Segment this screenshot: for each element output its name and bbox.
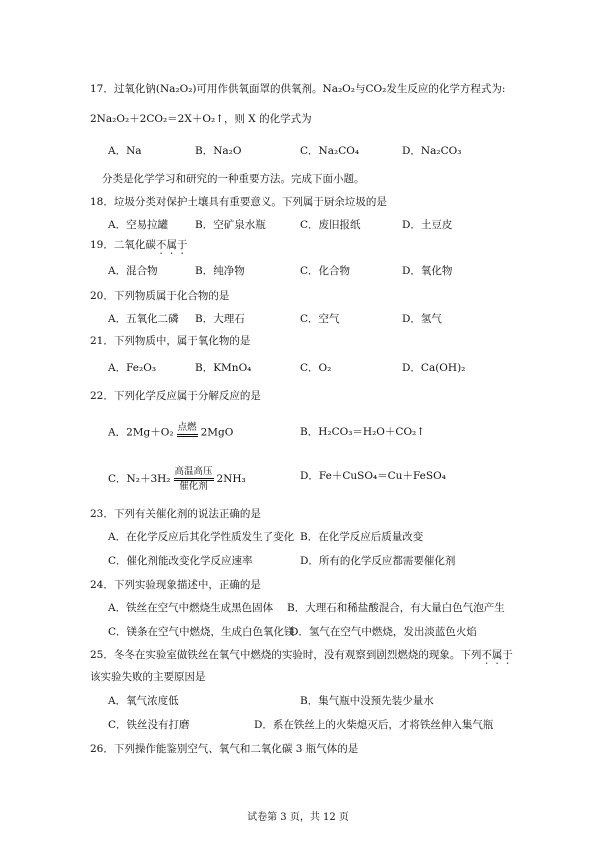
- q22-a-condition: [177, 422, 198, 443]
- q22-option-c-label: C．: [108, 473, 127, 485]
- q22-a-reactants: 2Mg＋O₂: [126, 426, 174, 439]
- q24-stem: 24．下列实验现象描述中，正确的是: [90, 579, 261, 591]
- q19-option-a: A．混合物: [108, 265, 158, 277]
- q23-stem: 23．下列有关催化剂的说法正确的是: [90, 508, 261, 520]
- q19-stem: [90, 238, 187, 257]
- q23-option-d: D．所有的化学反应都需要催化剂: [300, 555, 456, 567]
- q22-c-condition-bottom: 催化剂: [179, 481, 208, 492]
- q22-c-equals-bar: [174, 478, 214, 479]
- q22-option-d: D．Fe＋CuSO₄＝Cu＋FeSO₄: [300, 470, 446, 482]
- q21-option-a: A．Fe₂O₃: [108, 362, 157, 374]
- q17-stem-line1: 17．过氧化钠(Na₂O₂)可用作供氧面罩的供氧剂。Na₂O₂与CO₂发生反应的化学方程式为:: [90, 83, 506, 95]
- q17-option-a: A．Na: [108, 145, 142, 157]
- q19-stem-text: 19．二氧化碳: [90, 239, 156, 251]
- q22-stem: 22．下列化学反应属于分解反应的是: [90, 390, 261, 402]
- q24-option-b: B．大理石和稀盐酸混合，有大量白色气泡产生: [287, 602, 505, 614]
- q19-emphasis: 不属于: [155, 239, 188, 251]
- q24-option-d: D．氢气在空气中燃烧，发出淡蓝色火焰: [290, 626, 477, 638]
- q25-option-d: D．系在铁丝上的火柴熄灭后，才将铁丝伸入集气瓶: [254, 719, 494, 731]
- q25-stem-cont: 该实验失败的主要原因是: [90, 671, 206, 683]
- q22-c-products: 2NH₃: [216, 473, 246, 485]
- q23-option-c: C．催化剂能改变化学反应速率: [108, 555, 253, 567]
- q21-option-b: B．KMnO₄: [195, 362, 252, 374]
- q25-emphasis: 不属于: [481, 649, 513, 661]
- q22-option-a: [108, 422, 233, 443]
- q18-option-d: D．土豆皮: [402, 219, 453, 231]
- q20-option-c: C．空气: [300, 313, 340, 325]
- q17-stem-line2: 2Na₂O₂＋2CO₂＝2X＋O₂↑，则 X 的化学式为: [90, 113, 312, 125]
- q19-option-b: B．纯净物: [195, 265, 245, 277]
- q22-a-equals-bar: [177, 434, 198, 435]
- q22-a-products: 2MgO: [200, 426, 234, 439]
- section-intro: 分类是化学学习和研究的一种重要方法。完成下面小题。: [102, 173, 365, 185]
- q21-option-d: D．Ca(OH)₂: [402, 362, 466, 374]
- q17-option-c: C．Na₂CO₄: [300, 145, 360, 157]
- q20-option-b: B．大理石: [195, 313, 245, 325]
- q18-stem: 18．垃圾分类对保护土壤具有重要意义。下列属于厨余垃圾的是: [90, 196, 387, 208]
- q18-option-a: A．空易拉罐: [108, 219, 169, 231]
- q25-stem-text: 25．冬冬在实验室做铁丝在氧气中燃烧的实验时，没有观察到剧烈燃烧的现象。下列: [90, 649, 482, 661]
- q22-a-condition-text: 点燃: [177, 422, 197, 433]
- q25-option-c: C．铁丝没有打磨: [108, 719, 190, 731]
- q20-option-d: D．氢气: [402, 313, 442, 325]
- q21-option-c: C．O₂: [300, 362, 332, 374]
- q18-option-c: C．废旧报纸: [300, 219, 361, 231]
- page-footer: 试卷第 3 页，共 12 页: [247, 812, 349, 823]
- q17-option-b: B．Na₂O: [195, 145, 242, 157]
- q24-option-a: A．铁丝在空气中燃烧生成黑色固体: [108, 602, 274, 614]
- q25-option-b: B．集气瓶中没预先装少量水: [300, 695, 434, 707]
- q20-option-a: A．五氧化二磷: [108, 313, 179, 325]
- q26-stem: 26．下列操作能鉴别空气、氧气和二氧化碳 3 瓶气体的是: [90, 743, 359, 755]
- q25-stem: [90, 648, 513, 667]
- q23-option-a: A．在化学反应后其化学性质发生了变化: [108, 531, 295, 543]
- q22-option-a-label: A．: [108, 426, 127, 439]
- q19-option-c: C．化合物: [300, 265, 351, 277]
- q22-c-condition-top: 高温高压: [174, 466, 213, 477]
- q22-option-c: [108, 466, 246, 492]
- q21-stem: 21．下列物质中，属于氧化物的是: [90, 335, 251, 347]
- q22-option-b: B．H₂CO₃＝H₂O＋CO₂↑: [300, 426, 426, 438]
- q19-option-d: D．氧化物: [402, 265, 453, 277]
- q22-c-reactants: N₂＋3H₂: [126, 473, 171, 485]
- q18-option-b: B．空矿泉水瓶: [195, 219, 266, 231]
- q22-c-condition: [174, 466, 214, 492]
- q23-option-b: B．在化学反应后质量改变: [300, 531, 424, 543]
- q17-option-d: D．Na₂CO₃: [402, 145, 462, 157]
- q20-stem: 20．下列物质属于化合物的是: [90, 290, 230, 302]
- q24-option-c: C．镁条在空气中燃烧，生成白色氧化镁: [108, 626, 295, 638]
- q25-option-a: A．氧气浓度低: [108, 695, 179, 707]
